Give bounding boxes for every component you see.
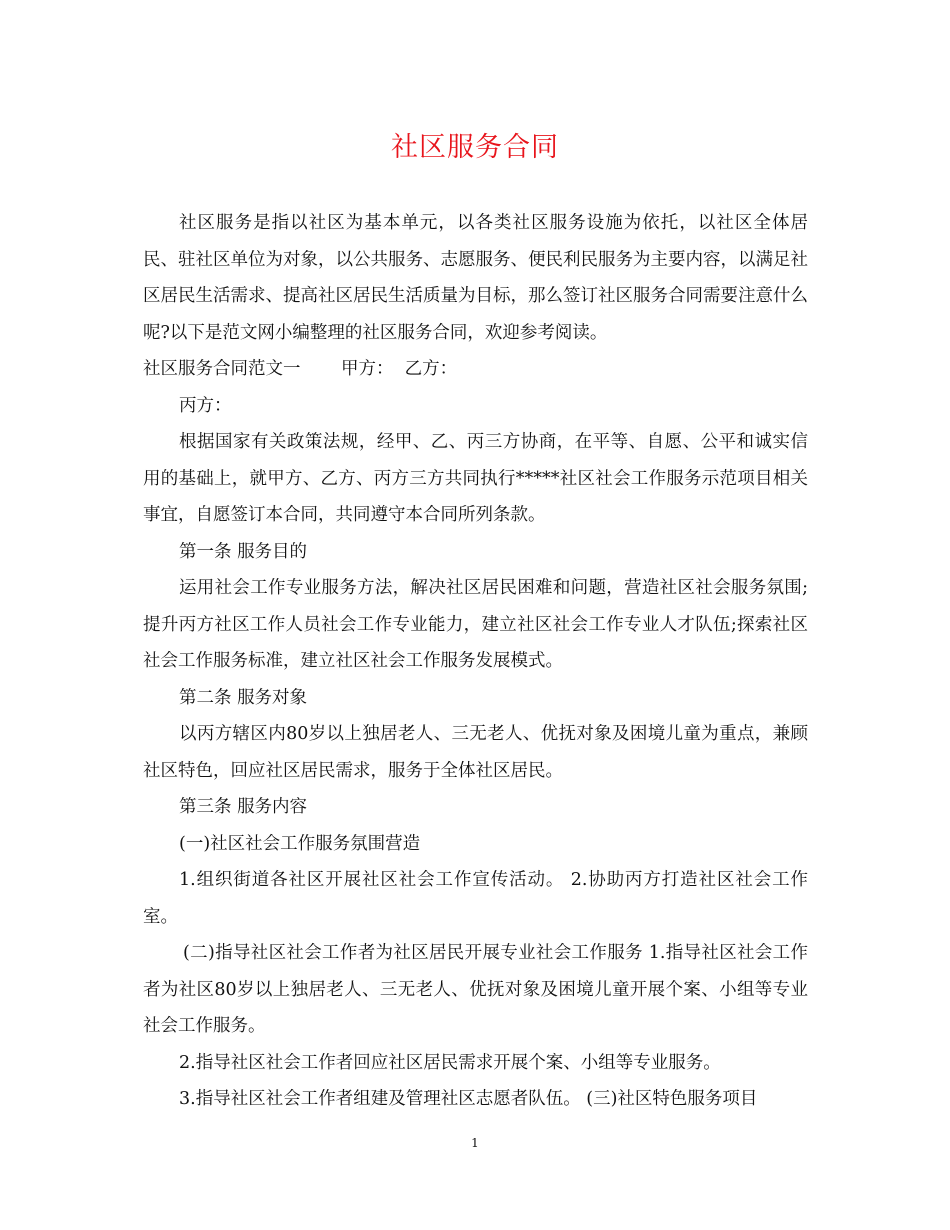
section-2-paragraph: (二)指导社区社会工作者为社区居民开展专业社会工作服务 1.指导社区社会工作者为社区80岁以上独居老人、三无老人、优抚对象及困境儿童开展个案、小组等专业社会工作服务。 — [143, 943, 808, 1036]
section-1-items: 1.组织街道各社区开展社区社会工作宣传活动。 2.协助丙方打造社区社会工作室。 — [143, 870, 808, 927]
preamble-paragraph: 根据国家有关政策法规，经甲、乙、丙三方协商，在平等、自愿、公平和诚实信用的基础上，就甲方、乙方、丙方三方共同执行*****社区社会工作服务示范项目相关事宜，自愿签订本合同，共同遵守本合同所列条款。 — [143, 432, 808, 525]
party-c-line: 丙方： — [179, 395, 232, 416]
article-2-paragraph: 以丙方辖区内80岁以上独居老人、三无老人、优抚对象及困境儿童为重点，兼顾社区特色，回应社区居民需求，服务于全体社区居民。 — [143, 724, 808, 781]
section-1-heading: (一)社区社会工作服务氛围营造 — [179, 833, 421, 854]
section-2-item-3: 3.指导社区社会工作者组建及管理社区志愿者队伍。 (三)社区特色服务项目 — [179, 1089, 758, 1109]
document-title: 社区服务合同 — [391, 132, 559, 163]
article-1-heading: 第一条 服务目的 — [179, 541, 308, 562]
document-body — [143, 205, 808, 1118]
page-number: 1 — [471, 1136, 479, 1150]
article-1-paragraph: 运用社会工作专业服务方法，解决社区居民困难和问题，营造社区社会服务氛围;提升丙方社区工作人员社会工作专业能力，建立社区社会工作专业人才队伍;探索社区社会工作服务标准，建立社区社会工作服务发展模式。 — [143, 578, 808, 671]
article-2-heading: 第二条 服务对象 — [179, 687, 308, 708]
article-3-heading: 第三条 服务内容 — [179, 797, 308, 817]
section-2-item-2: 2.指导社区社会工作者回应社区居民需求开展个案、小组等专业服务。 — [179, 1052, 721, 1073]
intro-paragraph: 社区服务是指以社区为基本单元，以各类社区服务设施为依托，以社区全体居民、驻社区单位为对象，以公共服务、志愿服务、便民利民服务为主要内容，以满足社区居民生活需求、提高社区居民生活质量为目标，那么签订社区服务合同需要注意什么呢?以下是范文网小编整理的社区服务合同，欢迎参考阅读。 — [143, 213, 808, 343]
parties-line: 社区服务合同范文一 甲方： 乙方： — [143, 359, 458, 379]
